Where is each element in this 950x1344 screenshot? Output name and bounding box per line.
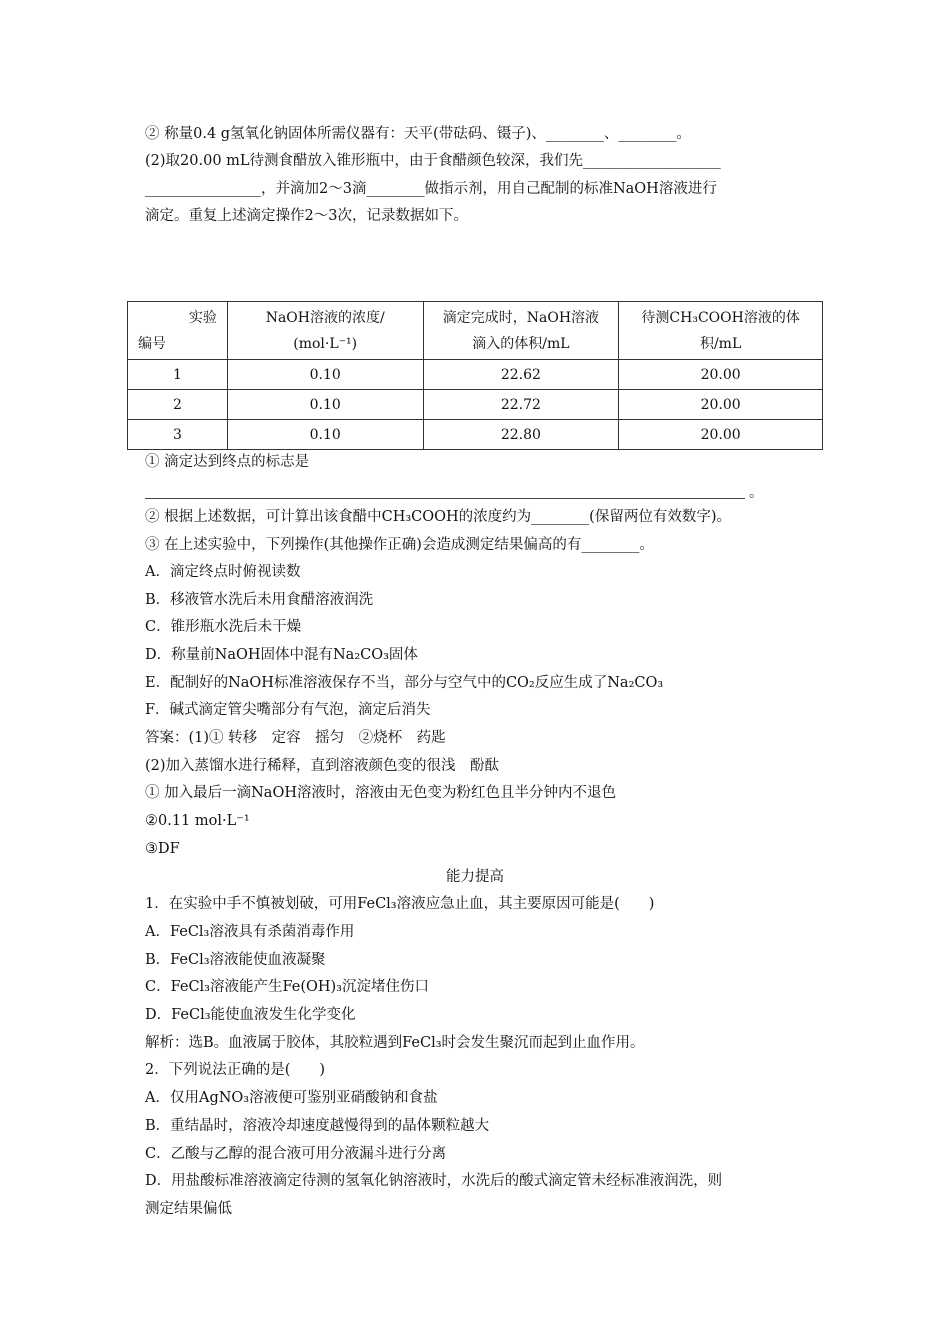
cell-no: 1 xyxy=(128,360,228,390)
answer-line: 答案：(1)① 转移 定容 摇匀 ②烧杯 药匙 xyxy=(145,730,446,746)
header-acetic-acid-volume: 待测CH₃COOH溶液的体 积/mL xyxy=(619,302,823,360)
answer-blank-end: 。 xyxy=(749,485,764,501)
option-a: A．滴定终点时俯视读数 xyxy=(145,564,301,580)
problem-2-option-a: A．仅用AgNO₃溶液便可鉴别亚硝酸钠和食盐 xyxy=(145,1090,438,1106)
text-line: 滴定。重复上述滴定操作2～3次，记录数据如下。 xyxy=(145,208,468,224)
option-d: D．称量前NaOH固体中混有Na₂CO₃固体 xyxy=(145,647,418,663)
section-title: 能力提高 xyxy=(446,869,504,885)
header-experiment-no: 实验 编号 xyxy=(128,302,228,360)
text-line: ② 称量0.4 g氢氧化钠固体所需仪器有：天平(带砝码、镊子)、________、________。 xyxy=(145,126,691,142)
problem-1-option-d: D．FeCl₃能使血液发生化学变化 xyxy=(145,1007,356,1023)
table-row xyxy=(128,390,823,420)
problem-1: 1．在实验中手不慎被划破，可用FeCl₃溶液应急止血，其主要原因可能是( ) xyxy=(145,896,655,912)
problem-1-option-c: C．FeCl₃溶液能产生Fe(OH)₃沉淀堵住伤口 xyxy=(145,979,429,995)
question-error: ③ 在上述实验中，下列操作(其他操作正确)会造成测定结果偏高的有________。 xyxy=(145,537,654,553)
cell-concentration: 0.10 xyxy=(227,420,423,450)
option-f: F．碱式滴定管尖嘴部分有气泡，滴定后消失 xyxy=(145,702,431,718)
problem-1-option-b: B．FeCl₃溶液能使血液凝聚 xyxy=(145,952,326,968)
answer-line: ③DF xyxy=(145,841,180,857)
table-row xyxy=(128,360,823,390)
answer-line: (2)加入蒸馏水进行稀释，直到溶液颜色变的很浅 酚酞 xyxy=(145,758,500,774)
cell-volume: 22.72 xyxy=(423,390,619,420)
cell-no: 3 xyxy=(128,420,228,450)
problem-1-explanation: 解析：选B。血液属于胶体，其胶粒遇到FeCl₃时会发生聚沉而起到止血作用。 xyxy=(145,1035,645,1051)
cell-volume: 22.62 xyxy=(423,360,619,390)
option-b: B．移液管水洗后未用食醋溶液润洗 xyxy=(145,592,374,608)
problem-2-option-d: D．用盐酸标准溶液滴定待测的氢氧化钠溶液时，水洗后的酸式滴定管未经标准液润洗，则 xyxy=(145,1173,723,1189)
question-endpoint: ① 滴定达到终点的标志是 xyxy=(145,454,310,470)
titration-data-table xyxy=(127,301,823,450)
answer-line: ① 加入最后一滴NaOH溶液时，溶液由无色变为粉红色且半分钟内不退色 xyxy=(145,785,616,801)
text-line: ________________，并滴加2～3滴________做指示剂，用自己配制的标准NaOH溶液进行 xyxy=(145,181,717,197)
cell-no: 2 xyxy=(128,390,228,420)
problem-1-option-a: A．FeCl₃溶液具有杀菌消毒作用 xyxy=(145,924,355,940)
option-e: E．配制好的NaOH标准溶液保存不当，部分与空气中的CO₂反应生成了Na₂CO₃ xyxy=(145,675,664,691)
cell-volume: 22.80 xyxy=(423,420,619,450)
cell-concentration: 0.10 xyxy=(227,360,423,390)
header-naoh-volume: 滴定完成时，NaOH溶液 滴入的体积/mL xyxy=(423,302,619,360)
cell-sample-volume: 20.00 xyxy=(619,390,823,420)
question-concentration: ② 根据上述数据，可计算出该食醋中CH₃COOH的浓度约为________(保留两位有效数字)。 xyxy=(145,509,731,525)
option-c: C．锥形瓶水洗后未干燥 xyxy=(145,619,302,635)
cell-sample-volume: 20.00 xyxy=(619,360,823,390)
table-row xyxy=(128,420,823,450)
answer-line: ②0.11 mol·L⁻¹ xyxy=(145,813,250,829)
cell-sample-volume: 20.00 xyxy=(619,420,823,450)
problem-2-option-d-cont: 测定结果偏低 xyxy=(145,1201,232,1217)
cell-concentration: 0.10 xyxy=(227,390,423,420)
header-naoh-concentration: NaOH溶液的浓度/ (mol·L⁻¹) xyxy=(227,302,423,360)
table-header-row xyxy=(128,302,823,360)
text-line: (2)取20.00 mL待测食醋放入锥形瓶中，由于食醋颜色较深，我们先___________________ xyxy=(145,153,721,169)
problem-2-option-b: B．重结晶时，溶液冷却速度越慢得到的晶体颗粒越大 xyxy=(145,1118,490,1134)
answer-blank-line xyxy=(145,498,745,499)
problem-2-option-c: C．乙酸与乙醇的混合液可用分液漏斗进行分离 xyxy=(145,1146,447,1162)
problem-2: 2．下列说法正确的是( ) xyxy=(145,1062,326,1078)
